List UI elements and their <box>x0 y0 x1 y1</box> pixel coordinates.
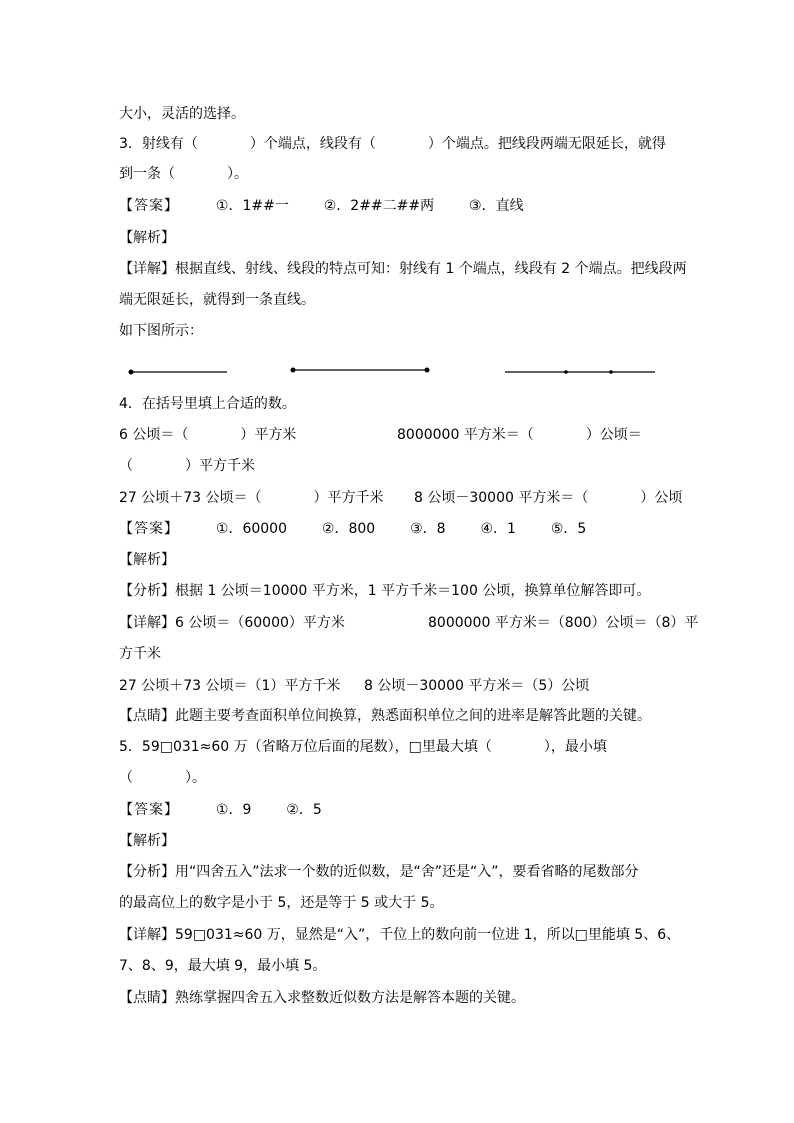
answer-label: 【答案】 <box>119 802 179 818</box>
question-5: 5．59□031≈60 万（省略万位后面的尾数），□里最大填（ ），最小填 <box>119 739 607 755</box>
detail-line-cont: 方千米 <box>119 646 161 662</box>
detail-text-right: 8 公顷－30000 平方米＝（5）公顷 <box>364 678 590 694</box>
analysis-label: 【解析】 <box>119 833 175 849</box>
line-figure <box>505 370 655 374</box>
detail-line-cont: 7、8、9，最大填 9，最小填 5。 <box>119 958 327 974</box>
answer-item: ①．1##一 <box>215 198 289 214</box>
answer-item: ②．2##二##两 <box>323 198 435 214</box>
comment-line <box>119 706 651 726</box>
question-3: 3．射线有（ ）个端点，线段有（ ）个端点。把线段两端无限延长，就得 <box>119 136 666 152</box>
question-5-cont: （ ）。 <box>119 770 206 786</box>
answer-label: 【答案】 <box>119 198 179 214</box>
answer-item: ②．800 <box>321 521 376 537</box>
question-3-cont: 到一条（ ）。 <box>119 166 248 182</box>
blank-item-right: 8000000 平方米＝（ ）公顷＝ <box>397 427 642 443</box>
question-4-row3 <box>119 488 384 508</box>
question-4-row1 <box>119 425 296 445</box>
answer-item: ①．60000 <box>215 521 287 537</box>
detail-line <box>119 613 345 633</box>
detail-text-right: 8000000 平方米＝（800）公顷＝（8）平 <box>428 615 699 631</box>
answer-item: ④．1 <box>480 521 516 537</box>
answer-row <box>119 519 586 539</box>
blank-item-right: 8 公顷－30000 平方米＝（ ）公顷 <box>414 490 683 506</box>
analysis-text: 用“四舍五入”法求一个数的近似数，是“舍”还是“入”，要看省略的尾数部分 <box>175 864 639 880</box>
answer-item: ③．直线 <box>469 198 524 214</box>
detail-text: 6 公顷＝（60000）平方米 <box>175 615 345 631</box>
answer-row <box>119 196 524 216</box>
comment-text: 熟练掌握四舍五入求整数近似数方法是解答本题的关键。 <box>175 990 525 1006</box>
ray-figure <box>129 370 228 375</box>
detail-line <box>119 676 340 696</box>
detail-text: 59□031≈60 万，显然是“入”，千位上的数向前一位进 1，所以□里能填 5、6、 <box>175 927 681 943</box>
detail-label: 【详解】 <box>119 927 175 943</box>
analysis-line <box>119 862 639 882</box>
question-4-row2: （ ）平方千米 <box>119 458 255 474</box>
comment-text: 此题主要考查面积单位间换算，熟悉面积单位之间的进率是解答此题的关键。 <box>175 708 651 724</box>
analysis-label: 【解析】 <box>119 552 175 568</box>
line-figures <box>119 360 679 384</box>
answer-item: ③．8 <box>410 521 446 537</box>
comment-label: 【点睛】 <box>119 708 175 724</box>
answer-row <box>119 800 322 820</box>
blank-item: 27 公顷＋73 公顷＝（ ）平方千米 <box>119 490 384 506</box>
comment-line <box>119 988 525 1008</box>
detail-line-cont: 端无限延长，就得到一条直线。 <box>119 292 315 308</box>
segment-figure <box>291 368 430 373</box>
detail-text: 根据直线、射线、线段的特点可知：射线有 1 个端点，线段有 2 个端点。把线段两 <box>175 261 687 277</box>
question-4: 4．在括号里填上合适的数。 <box>119 396 296 412</box>
answer-label: 【答案】 <box>119 521 179 537</box>
analysis-tag: 【分析】 <box>119 583 175 599</box>
analysis-tag: 【分析】 <box>119 864 175 880</box>
analysis-line <box>119 581 650 601</box>
text-line: 大小，灵活的选择。 <box>119 106 245 122</box>
analysis-label: 【解析】 <box>119 230 175 246</box>
detail-text: 27 公顷＋73 公顷＝（1）平方千米 <box>119 678 341 694</box>
comment-label: 【点睛】 <box>119 990 175 1006</box>
detail-line <box>119 259 687 279</box>
answer-item: ②．5 <box>286 802 322 818</box>
detail-line <box>119 925 680 945</box>
analysis-line-cont: 的最高位上的数字是小于 5，还是等于 5 或大于 5。 <box>119 895 444 911</box>
detail-label: 【详解】 <box>119 261 175 277</box>
analysis-text: 根据 1 公顷＝10000 平方米，1 平方千米＝100 公顷，换算单位解答即可。 <box>175 583 651 599</box>
blank-item: 6 公顷＝（ ）平方米 <box>119 427 297 443</box>
detail-label: 【详解】 <box>119 615 175 631</box>
answer-item: ①．9 <box>215 802 252 818</box>
figure-caption: 如下图所示： <box>119 323 203 339</box>
answer-item: ⑤．5 <box>550 521 587 537</box>
